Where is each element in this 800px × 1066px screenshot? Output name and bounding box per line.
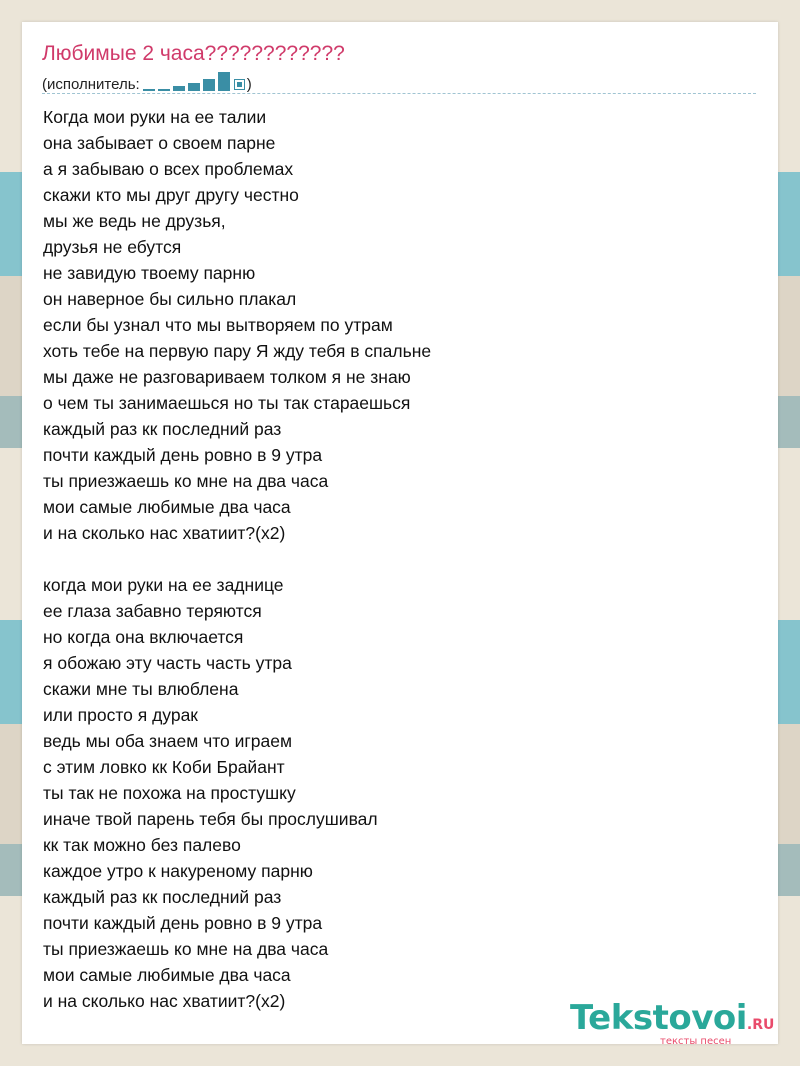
- lyric-line: она забывает о своем парне: [43, 133, 276, 153]
- lyric-line: если бы узнал что мы вытворяем по утрам: [43, 315, 393, 335]
- site-logo[interactable]: [570, 998, 775, 1047]
- lyric-line: скажи мне ты влюблена: [43, 679, 239, 699]
- lyric-line: каждое утро к накуреному парню: [43, 861, 313, 881]
- lyric-line: друзья не ебутся: [43, 237, 182, 257]
- logo-tagline: тексты песен: [660, 1036, 732, 1047]
- lyric-line: или просто я дурак: [43, 705, 198, 725]
- censored-performer-icon: [143, 72, 230, 91]
- lyric-line: не завидую твоему парню: [43, 263, 256, 283]
- lyric-line: мы же ведь не друзья,: [43, 211, 226, 231]
- lyric-line: мои самые любимые два часа: [43, 497, 291, 517]
- lyric-line: ты приезжаешь ко мне на два часа: [43, 471, 329, 491]
- logo-tld-text: .RU: [746, 1017, 775, 1033]
- lyric-line: скажи кто мы друг другу честно: [43, 185, 299, 205]
- performer-prefix: (исполнитель:: [42, 76, 140, 93]
- lyric-line: ты так не похожа на простушку: [43, 783, 296, 803]
- lyric-line: почти каждый день ровно в 9 утра: [43, 445, 323, 465]
- lyrics-card: [22, 22, 778, 1047]
- lyric-line: хоть тебе на первую пару Я жду тебя в спальне: [43, 341, 432, 361]
- lyric-line: и на сколько нас хватиит?(x2): [43, 523, 286, 543]
- song-title: Любимые 2 часа????????????: [42, 42, 345, 65]
- lyric-line: но когда она включается: [43, 627, 244, 647]
- lyric-line: и на сколько нас хватиит?(x2): [43, 991, 286, 1011]
- lyric-line: когда мои руки на ее заднице: [43, 575, 284, 595]
- lyric-line: ты приезжаешь ко мне на два часа: [43, 939, 329, 959]
- lyric-line: мы даже не разговариваем толком я не знаю: [43, 367, 411, 387]
- lyric-line: он наверное бы сильно плакал: [43, 289, 297, 309]
- lyric-line: иначе твой парень тебя бы прослушивал: [43, 809, 378, 829]
- lyric-line: о чем ты занимаешься но ты так стараешься: [43, 393, 411, 413]
- lyrics-text: [43, 104, 431, 1014]
- lyric-line: я обожаю эту часть часть утра: [43, 653, 292, 673]
- lyric-line: Когда мои руки на ее талии: [43, 107, 267, 127]
- performer-line: [42, 72, 252, 93]
- lyric-line: почти каждый день ровно в 9 утра: [43, 913, 323, 933]
- logo-main-text: Tekstovoi: [570, 998, 747, 1038]
- lyric-line: [43, 546, 431, 572]
- square-icon: [234, 79, 245, 90]
- lyric-line: с этим ловко кк Коби Брайант: [43, 757, 285, 777]
- lyric-line: мои самые любимые два часа: [43, 965, 291, 985]
- lyric-line: а я забываю о всех проблемах: [43, 159, 294, 179]
- divider: [42, 93, 756, 94]
- performer-suffix: ): [246, 76, 252, 93]
- lyric-line: каждый раз кк последний раз: [43, 419, 282, 439]
- lyric-line: каждый раз кк последний раз: [43, 887, 282, 907]
- lyric-line: ведь мы оба знаем что играем: [43, 731, 293, 751]
- lyric-line: ее глаза забавно теряются: [43, 601, 262, 621]
- lyric-line: кк так можно без палево: [43, 835, 241, 855]
